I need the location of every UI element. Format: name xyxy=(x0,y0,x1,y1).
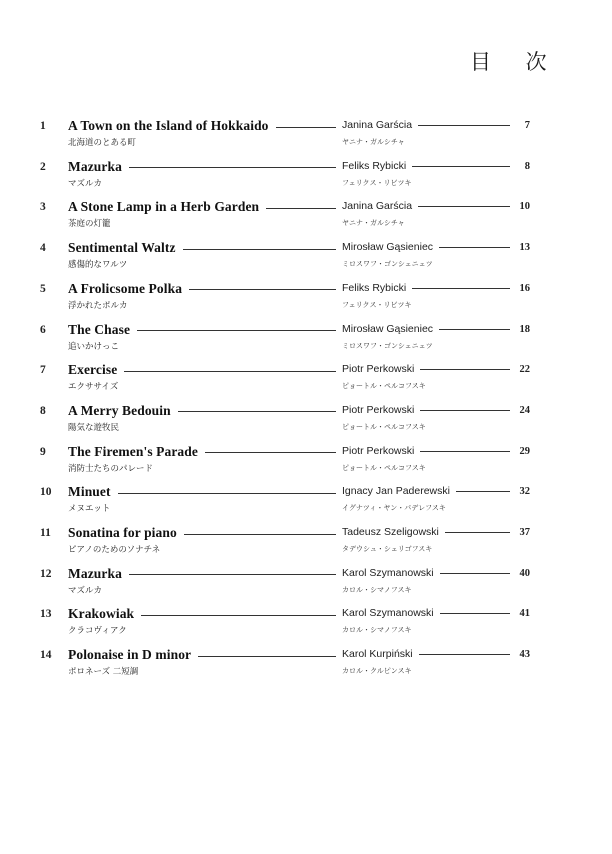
page-number: 41 xyxy=(519,608,530,620)
leader-line xyxy=(439,329,510,330)
leader-line xyxy=(420,410,510,411)
toc-entry[interactable] xyxy=(0,484,612,516)
entry-number: 8 xyxy=(40,404,46,417)
composer-name-japanese: ミロスワフ・ゴンシェニェツ xyxy=(342,260,433,269)
leader-line xyxy=(445,532,510,533)
toc-entry[interactable] xyxy=(0,362,612,394)
composer-name-japanese: タデウシュ・シェリゴフスキ xyxy=(342,545,433,553)
leader-line xyxy=(129,167,336,168)
entry-title-japanese: マズルカ xyxy=(68,178,103,189)
leader-line xyxy=(137,330,336,331)
composer-name: Piotr Perkowski xyxy=(342,403,415,416)
composer-name-japanese: カロル・クルピンスキ xyxy=(342,667,412,676)
entry-title-japanese: 浮かれたポルカ xyxy=(68,300,128,311)
entry-title-japanese: 追いかけっこ xyxy=(68,341,120,352)
page-number: 22 xyxy=(519,364,530,376)
leader-line xyxy=(420,369,510,370)
title-row xyxy=(68,281,336,297)
entry-title: The Firemen's Parade xyxy=(68,443,198,459)
composer-row xyxy=(342,648,516,660)
leader-line xyxy=(419,654,510,655)
composer-name: Tadeusz Szeligowski xyxy=(342,526,439,538)
composer-row xyxy=(342,119,516,131)
entry-number: 1 xyxy=(40,120,46,132)
entry-title: Mazurka xyxy=(68,565,122,581)
composer-name-japanese: カロル・シマノフスキ xyxy=(342,626,412,635)
composer-name-japanese: ピョートル・ペルコフスキ xyxy=(342,422,426,431)
toc-entry[interactable] xyxy=(0,322,612,354)
leader-line xyxy=(178,411,336,412)
entry-title: Sonatina for piano xyxy=(68,525,177,540)
page-number: 37 xyxy=(519,527,530,538)
leader-line xyxy=(118,493,336,494)
title-row xyxy=(68,444,336,460)
toc-entry[interactable] xyxy=(0,403,612,435)
composer-row xyxy=(342,607,516,619)
toc-entry[interactable] xyxy=(0,199,612,231)
composer-name: Karol Kurpiński xyxy=(342,648,413,661)
entry-title: The Chase xyxy=(68,321,131,337)
leader-line xyxy=(266,208,336,209)
entry-title-japanese: クラコヴィアク xyxy=(68,626,127,637)
leader-line xyxy=(205,452,336,453)
leader-line xyxy=(124,371,336,372)
leader-line xyxy=(420,451,510,452)
page-number: 7 xyxy=(524,120,530,131)
composer-name: Mirosław Gąsieniec xyxy=(342,241,434,254)
leader-line xyxy=(418,206,510,207)
composer-name: Piotr Perkowski xyxy=(342,363,415,376)
composer-name-japanese: フェリクス・リビツキ xyxy=(342,300,412,309)
leader-line xyxy=(129,574,336,575)
entry-title: Minuet xyxy=(68,484,111,500)
title-row xyxy=(68,525,336,541)
entry-title: Sentimental Waltz xyxy=(68,240,176,256)
toc-entry[interactable] xyxy=(0,159,612,191)
page-number: 18 xyxy=(519,323,530,335)
entry-title: A Merry Bedouin xyxy=(68,402,171,418)
entry-title-japanese: 消防士たちのパレード xyxy=(68,463,154,474)
entry-number: 2 xyxy=(40,160,46,173)
toc-entry[interactable] xyxy=(0,444,612,476)
composer-row xyxy=(342,567,516,579)
entry-number: 13 xyxy=(40,608,52,621)
toc-entry[interactable] xyxy=(0,240,612,272)
leader-line xyxy=(141,615,336,616)
entry-title-japanese: マズルカ xyxy=(68,585,103,596)
composer-name-japanese: カロル・シマノフスキ xyxy=(342,585,412,594)
entry-title: Krakowiak xyxy=(68,606,135,622)
page-number: 43 xyxy=(519,649,530,661)
composer-name: Feliks Rybicki xyxy=(342,281,407,294)
composer-name: Janina Garścia xyxy=(342,119,413,131)
entry-number: 12 xyxy=(40,567,52,580)
title-row xyxy=(68,606,336,622)
composer-name: Piotr Perkowski xyxy=(342,444,415,457)
composer-row xyxy=(342,363,516,375)
composer-name-japanese: ピョートル・ペルコフスキ xyxy=(342,382,426,391)
toc-entry[interactable] xyxy=(0,281,612,313)
page-number: 29 xyxy=(519,445,530,457)
entry-number: 5 xyxy=(40,282,46,295)
entry-number: 10 xyxy=(40,486,52,499)
composer-row xyxy=(342,200,516,212)
composer-row xyxy=(342,323,516,335)
composer-row xyxy=(342,160,516,172)
entry-title: A Frolicsome Polka xyxy=(68,280,183,296)
leader-line xyxy=(412,166,510,167)
leader-line xyxy=(412,288,510,289)
leader-line xyxy=(189,289,336,290)
composer-name-japanese: ピョートル・ペルコフスキ xyxy=(342,463,426,472)
toc-entry[interactable] xyxy=(0,118,612,150)
entry-title-japanese: エクササイズ xyxy=(68,382,119,393)
page-number: 40 xyxy=(519,567,530,579)
page-number: 32 xyxy=(519,486,530,498)
title-row xyxy=(68,484,336,500)
page-number: 16 xyxy=(519,282,530,294)
toc-entry[interactable] xyxy=(0,566,612,598)
title-row xyxy=(68,118,336,134)
composer-name-japanese: フェリクス・リビツキ xyxy=(342,178,412,187)
toc-entry[interactable] xyxy=(0,647,612,679)
leader-line xyxy=(183,249,336,250)
composer-name-japanese: イグナツィ・ヤン・パデレフスキ xyxy=(342,504,446,513)
page-number: 13 xyxy=(519,242,530,254)
entry-title-japanese: ポロネーズ 二短調 xyxy=(68,667,139,678)
leader-line xyxy=(439,247,510,248)
title-row xyxy=(68,566,336,582)
entry-number: 6 xyxy=(40,323,46,336)
composer-row xyxy=(342,445,516,457)
title-row xyxy=(68,159,336,175)
title-row xyxy=(68,403,336,419)
leader-line xyxy=(440,613,510,614)
entry-title-japanese: 茶庭の灯籠 xyxy=(68,219,111,230)
entry-title: A Town on the Island of Hokkaido xyxy=(68,118,269,133)
composer-row xyxy=(342,526,516,538)
composer-name: Feliks Rybicki xyxy=(342,159,407,172)
toc-entry[interactable] xyxy=(0,525,612,557)
entry-title: Exercise xyxy=(68,362,118,378)
page-number: 24 xyxy=(519,404,530,416)
composer-row xyxy=(342,241,516,253)
composer-name: Ignacy Jan Paderewski xyxy=(342,485,450,498)
composer-row xyxy=(342,404,516,416)
entry-number: 7 xyxy=(40,364,46,377)
toc-entry[interactable] xyxy=(0,606,612,638)
composer-name-japanese: ヤニナ・ガルシチャ xyxy=(342,219,405,228)
composer-row xyxy=(342,282,516,294)
entry-number: 9 xyxy=(40,445,46,458)
composer-name: Karol Szymanowski xyxy=(342,566,434,579)
composer-name: Janina Garścia xyxy=(342,200,413,213)
entry-title: A Stone Lamp in a Herb Garden xyxy=(68,199,260,215)
title-row xyxy=(68,199,336,215)
composer-name-japanese: ミロスワフ・ゴンシェニェツ xyxy=(342,341,433,350)
title-row xyxy=(68,322,336,338)
leader-line xyxy=(456,491,510,492)
entry-title-japanese: 北海道のとある町 xyxy=(68,138,137,148)
entry-title-japanese: ピアノのためのソナチネ xyxy=(68,545,161,555)
composer-name: Mirosław Gąsieniec xyxy=(342,322,434,335)
leader-line xyxy=(276,127,336,128)
leader-line xyxy=(418,125,510,126)
page-number: 8 xyxy=(524,160,530,172)
entry-title-japanese: 陽気な遊牧民 xyxy=(68,422,120,433)
leader-line xyxy=(184,534,336,535)
leader-line xyxy=(440,573,510,574)
title-row xyxy=(68,647,336,663)
composer-name-japanese: ヤニナ・ガルシチャ xyxy=(342,138,405,146)
entry-number: 4 xyxy=(40,242,46,255)
page-title: 目 次 xyxy=(470,50,561,74)
page-number: 10 xyxy=(519,201,530,213)
title-row xyxy=(68,240,336,256)
entry-title-japanese: メヌエット xyxy=(68,504,111,515)
composer-row xyxy=(342,485,516,497)
composer-name: Karol Szymanowski xyxy=(342,607,434,620)
title-row xyxy=(68,362,336,378)
entry-title-japanese: 感傷的なワルツ xyxy=(68,260,128,271)
entry-title: Polonaise in D minor xyxy=(68,647,192,663)
entry-number: 3 xyxy=(40,201,46,214)
entry-title: Mazurka xyxy=(68,158,122,174)
leader-line xyxy=(198,656,336,657)
entry-number: 14 xyxy=(40,649,52,662)
entry-number: 11 xyxy=(40,527,51,539)
